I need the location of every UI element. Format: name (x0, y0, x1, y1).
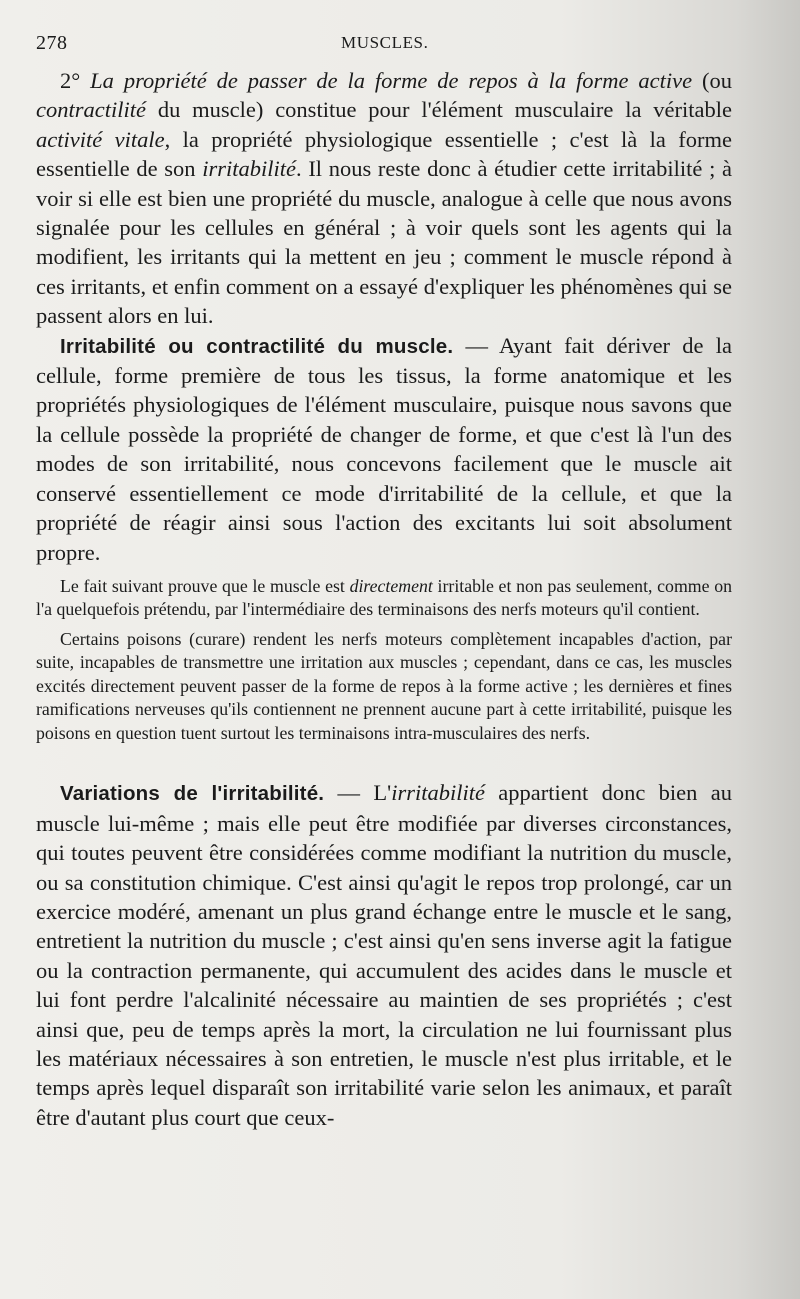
running-title: MUSCLES. (341, 33, 429, 52)
text-span: . Il nous reste donc à étudier cette irritabilité ; à voir si elle est bien une propriété du muscle, analogue à celle que nous avons signalée pour les cellules en général ; à voir quels sont les agents qui la modifient, les irritants qui la mettent en jeu ; comment le muscle répond à ces irritants, et enfin comment on a essayé d'expliquer les phénomènes qui se passent alors en lui. (36, 156, 732, 329)
italic-term: activité vitale (36, 126, 165, 152)
italic-phrase: La propriété de passer de la forme de repos à la forme active (90, 68, 693, 93)
page-header (36, 32, 740, 56)
text-span: — Ayant fait dériver de la cellule, forme première de tous les tissus, la forme anatomique et les propriétés physiologiques de l'élément musculaire, puisque nous savons que la cellule possède la propriété de changer de forme, et que c'est là l'un des modes de son irritabilité, nous concevons facilement que le muscle ait conservé essentiellement ce mode d'irritabilité de la cellule, et que la propriété de réagir ainsi sous l'action des excitants lui soit absolument propre. (36, 332, 732, 565)
italic-term: irritabilité (391, 780, 485, 806)
section-heading: Irritabilité ou contractilité du muscle. (60, 334, 454, 358)
paragraph-contractility-intro (36, 66, 732, 331)
paragraph-irritability (36, 331, 732, 567)
text-span: , la propriété physiologique essentielle ; c'est là la forme essentielle de son (36, 126, 732, 182)
text-span: (ou (692, 68, 733, 93)
text-span: appartient donc bien au muscle lui-même ; mais elle peut être modifiée par diverses circonstances, qui toutes peuvent être considérées comme modifiant la nutrition du muscle, ou sa constitution chimique. C'est ainsi qu'agit le repos trop prolongé, car un exercice modéré, amenant un plus grand échange entre le muscle et le sang, entretient la nutrition du muscle ; c'est ainsi qu'en sens inverse agit la fatigue ou la contraction permanente, qui accumulent des acides dans le muscle et lui font perdre l'alcalinité nécessaire au maintien de ses propriétés ; c'est ainsi que, peu de temps après la mort, la circulation ne lui fournissant plus les matériaux nécessaires à son entretien, le muscle n'est plus irritable, et le temps après lequel disparaît son irritabilité varie selon les animaux, et paraît être d'autant plus court que ceux- (36, 780, 732, 1130)
text-span: irritable et non pas seulement, comme on l'a quelquefois prétendu, par l'intermédiaire des terminaisons des nerfs moteurs qu'il contient. (36, 575, 733, 620)
section-heading: Variations de l'irritabilité. (60, 782, 325, 806)
text-span: — L' (324, 780, 392, 806)
text-span: Le fait suivant prouve que le muscle est (60, 575, 350, 596)
italic-term: directement (349, 575, 433, 596)
text-span: du muscle) constitue pour l'élément musculaire la véritable (145, 97, 732, 123)
note-direct-irritability (36, 575, 732, 622)
note-curare: Certains poisons (curare) rendent les nerfs moteurs complètement incapables d'action, par suite, incapables de transmettre une irritation aux muscles ; cependant, dans ce cas, les muscles excités directement peuvent passer de la forme de repos à la forme active ; les dernières et fines ramifications nerveuses qu'ils contiennent ne prennent aucune part à cette irritabilité, puisque les poisons en question tuent surtout les terminaisons intra-musculaires des nerfs. (36, 628, 732, 743)
paragraph-variations (36, 778, 732, 1132)
page-number: 278 (36, 32, 68, 54)
italic-term: contractilité (36, 97, 146, 123)
italic-term: irritabilité (202, 156, 297, 182)
paragraph-number: 2° (60, 68, 91, 93)
page-body (36, 66, 732, 1132)
